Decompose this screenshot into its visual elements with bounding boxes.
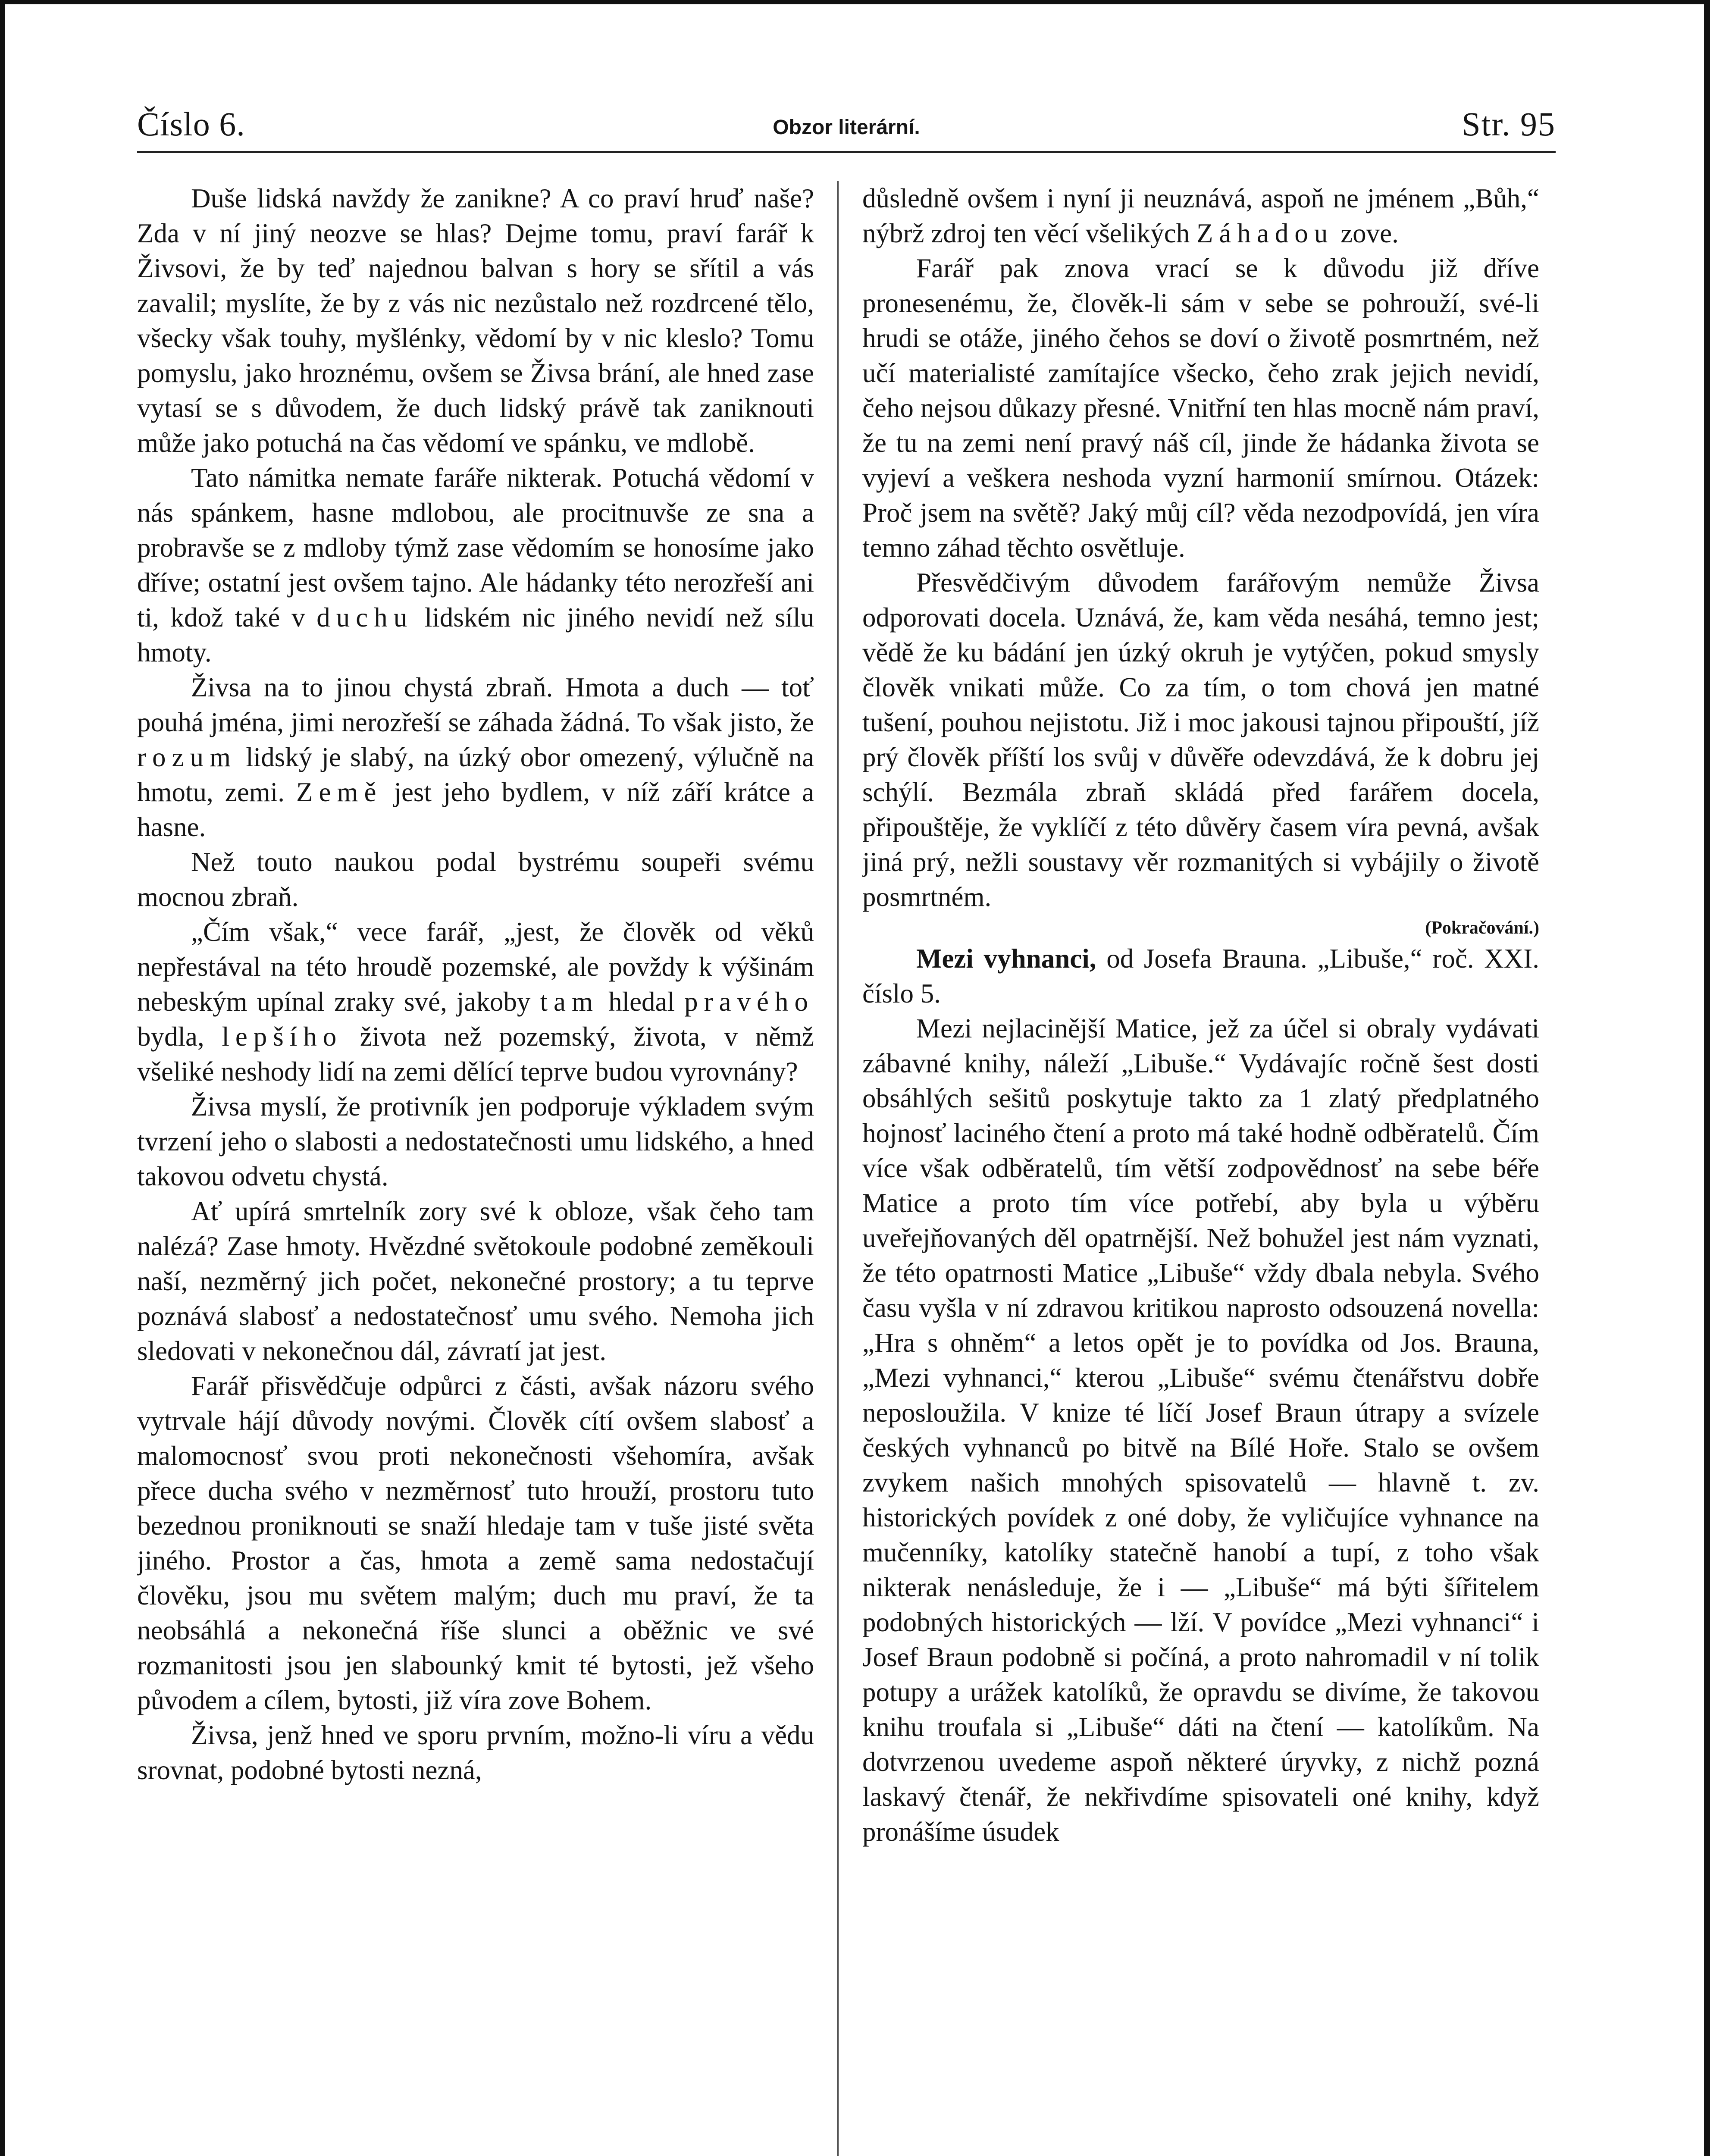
continued-note: (Pokračování.) <box>1425 918 1539 938</box>
review-title: Mezi vyhnanci, <box>916 943 1096 974</box>
paragraph: Farář přisvědčuje odpůrci z části, avšak názoru svého vytrvale hájí důvody novými. Člověk cítí ovšem slabosť a malomocnosť svou proti nekonečnosti všehomíra, avšak přece ducha svého v nezměrnosť tuto hrouží, prostoru tuto bezednou proniknouti se snaží hledaje tam v tuše jisté světa jiného. Prostor a čas, hmota a země sama nedostačují člověku, jsou mu světem malým; duch mu praví, že ta neobsáhlá a nekonečná říše slunci a oběžnic ve své rozmanitosti jsou jen slabounký kmit té bytosti, jež všeho původem a cílem, bytosti, již víra zove Bohem. <box>137 1371 814 1715</box>
paragraph: Duše lidská navždy že zanikne? A co praví hruď naše? Zda v ní jiný neozve se hlas? Dejme tomu, praví farář k Živsovi, že by teď najednou balvan s hory se sřítil a vás zavalil; myslíte, že by z vás nic nezůstalo než rozdrcené tělo, všecky však touhy, myšlénky, vědomí by v nic kleslo? Tomu pomyslu, jako hroznému, ovšem se Živsa brání, ale hned zase vytasí se s důvodem, že duch lidský právě tak zaniknouti může jako potuchá na čas vědomí ve spánku, ve mdlobě. <box>137 183 814 458</box>
paragraph: Živsa na to jinou chystá zbraň. Hmota a duch — toť pouhá jména, jimi nerozřeší se záhada žádná. To však jisto, že rozum lidský je slabý, na úzký obor omezený, výlučně na hmotu, zemi. Země jest jeho bydlem, v níž září krátce a hasne. <box>137 672 814 842</box>
paragraph: Mezi nejlacinější Matice, jež za účel si obraly vydávati zábavné knihy, náleží „Libuše.“ Vydávajíc ročně šest dosti obsáhlých sešitů poskytuje takto za 1 zlatý předplatného hojnosť laciného čtení a proto má také hodně odběratelů. Čím více však odběratelů, tím větší zodpovědnosť na sebe béře Matice a proto tím více potřebí, aby byla u výběru uveřejňovaných děl opatrnější. Než bohužel jest nám vyznati, že této opatrnosti Matice „Libuše“ vždy dbala nebyla. Svého času vyšla v ní zdravou kritikou naprosto odsouzená novella: „Hra s ohněm“ a letos opět je to povídka od Jos. Brauna, „Mezi vyhnanci,“ kterou „Libuše“ svému čtenářstvu dobře neposloužila. V knize té líčí Josef Braun útrapy a svízele českých vyhnanců po bitvě na Bílé Hoře. Stalo se ovšem zvykem našich mnohých spisovatelů — hlavně t. zv. historických povídek z oné doby, že vyličujíce vyhnance na mučenníky, katolíky statečně hanobí a tupí, z toho však nikterak nenásleduje, že i — „Libuše“ má býti šířitelem podobných historických — lží. V povídce „Mezi vyhnanci“ i Josef Braun podobně si počíná, a proto nahromadil v ní tolik potupy a urážek katolíků, že opravdu se divíme, že takovou knihu troufala si „Libuše“ dáti na čtení — katolíkům. Na dotvrzenou uvedeme aspoň některé úryvky, z nichž pozná laskavý čtenář, že nekřivdíme spisovateli oné knihy, když pronášíme úsudek <box>862 1013 1539 1847</box>
paragraph: „Čím však,“ vece farář, „jest, že člověk od věků nepřestával na této hroudě pozemské, ale povždy k výšinám nebeským upínal zraky své, jakoby tam hledal pravého bydla, lepšího života než pozemský, života, v němž všeliké neshody lidí na zemi dělící teprve budou vyrovnány? <box>137 917 814 1087</box>
scan-border-left <box>0 0 5 2156</box>
paragraph: důsledně ovšem i nyní ji neuznává, aspoň ne jménem „Bůh,“ nýbrž zdroj ten věcí všelikých Záhadou zove. <box>862 183 1539 248</box>
left-column <box>137 181 814 2156</box>
header-rule <box>137 151 1556 153</box>
column-divider <box>837 181 839 2156</box>
paragraph: Ať upírá smrtelník zory své k obloze, však čeho tam nalézá? Zase hmoty. Hvězdné světokoule podobné zeměkouli naší, nezměrný jich počet, nekonečné prostory; a tu teprve poznává slabosť a nedostatečnosť umu svého. Nemoha jich sledovati v nekonečnou dál, závratí jat jest. <box>137 1196 814 1366</box>
paragraph: Než touto naukou podal bystrému soupeři svému mocnou zbraň. <box>137 847 814 912</box>
journal-title: Obzor literární. <box>773 116 920 139</box>
paragraph: Živsa, jenž hned ve sporu prvním, možno-li víru a vědu srovnat, podobné bytosti nezná, <box>137 1720 814 1785</box>
page-header <box>137 98 1556 150</box>
scan-border-top <box>0 0 1710 4</box>
scan-border-right <box>1704 0 1710 2156</box>
paragraph: Farář pak znova vrací se k důvodu již dříve pronesenému, že, člověk-li sám v sebe se pohrouží, své-li hrudi se otáže, jiného čehos se doví o životě posmrtném, než učí materialisté zamítajíce všecko, čeho zrak jejich nevidí, čeho nejsou důkazy přesné. Vnitřní ten hlas mocně nám praví, že tu na zemi není pravý náš cíl, jinde že hádanka života se vyjeví a veškera neshoda vyzní harmonií smírnou. Otázek: Proč jsem na světě? Jaký můj cíl? věda nezodpovídá, jen víra temno záhad těchto osvětluje. <box>862 253 1539 563</box>
page-number: Str. 95 <box>1462 105 1556 143</box>
issue-number: Číslo 6. <box>137 105 245 143</box>
paragraph: Živsa myslí, že protivník jen podporuje výkladem svým tvrzení jeho o slabosti a nedostatečnosti umu lidského, a hned takovou odvetu chystá. <box>137 1091 814 1191</box>
right-column <box>862 181 1539 2156</box>
review-heading: Mezi vyhnanci, od Josefa Brauna. „Libuše,“ roč. XXI. číslo 5. <box>862 943 1539 1009</box>
paragraph: Přesvědčivým důvodem farářovým nemůže Živsa odporovati docela. Uznává, že, kam věda nesáhá, temno jest; vědě že ku bádání jen úzký okruh je vytýčen, pokud smysly člověk vnikati může. Co za tím, o tom chová jen matné tušení, pouhou nejistotu. Již i moc jakousi tajnou připouští, jíž prý člověk příští los svůj v důvěře odevzdává, že k dobru jej schýlí. Bezmála zbraň skládá před farářem docela, připouštěje, že vyklíčí z této důvěry časem víra pevná, avšak jiná prý, nežli soustavy věr rozmanitých si vybájily o životě posmrtném. <box>862 567 1539 912</box>
paragraph: Tato námitka nemate faráře nikterak. Potuchá vědomí v nás spánkem, hasne mdlobou, ale procitnuvše ze sna a probravše se z mdloby týmž zase vědomím se honosíme jako dříve; ostatní jest ovšem tajno. Ale hádanky této nerozřeší ani ti, kdož také v duchu lidském nic jiného nevidí než sílu hmoty. <box>137 463 814 667</box>
